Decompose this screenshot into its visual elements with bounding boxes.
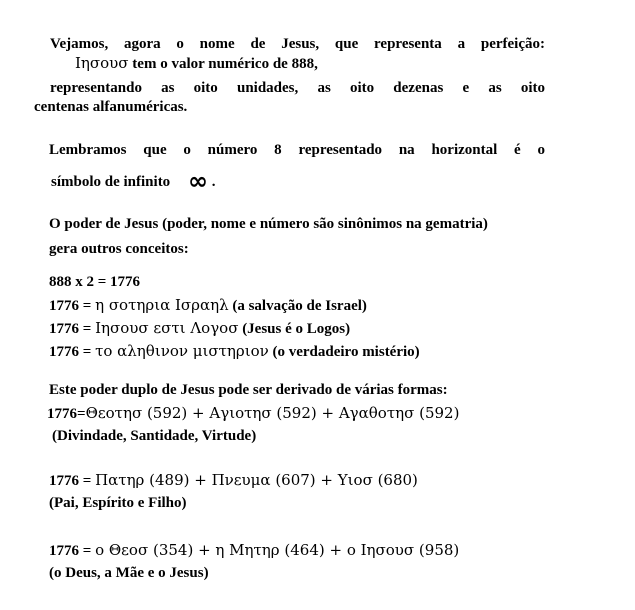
equation-4-pre: 1776 = [49, 344, 92, 360]
intro-line-1: Vejamos, agora o nome de Jesus, que representa a perfeição: [50, 36, 545, 52]
double-heading: Este poder duplo de Jesus pode ser derivado de várias formas: [49, 382, 448, 398]
intro-line-4: centenas alfanuméricas. [34, 99, 188, 115]
greek-iesous: Ιησουσ [75, 54, 129, 72]
infinity-text: símbolo de infinito [51, 174, 171, 190]
power-line-2: gera outros conceitos: [49, 241, 189, 257]
double-note: (Divindade, Santidade, Virtude) [52, 428, 257, 444]
infinity-icon: ∞ [187, 167, 208, 195]
infinity-line-1: Lembramos que o número 8 representado na horizontal é o [49, 142, 545, 158]
equation-4 [49, 342, 420, 361]
double-equation-greek: Θεοτησ (592) + Αγιοτησ (592) + Αγαθοτησ (592) [85, 404, 460, 422]
infinity-period: . [211, 174, 216, 190]
intro-line-2 [75, 54, 318, 73]
trinity-equation-pre: 1776 = [49, 473, 92, 489]
equation-2-post: (a salvação de Israel) [232, 298, 367, 314]
infinity-line-2 [51, 167, 216, 195]
family-equation-pre: 1776 = [49, 543, 92, 559]
equation-4-post: (o verdadeiro mistério) [272, 344, 420, 360]
trinity-equation [49, 471, 418, 490]
equation-3-pre: 1776 = [49, 321, 92, 337]
equation-3 [49, 319, 350, 338]
equation-2-greek: η σοτηρια Ισραηλ [95, 296, 229, 314]
intro-line-2-rest: tem o valor numérico de 888, [132, 56, 318, 72]
intro-line-3: representando as oito unidades, as oito dezenas e as oito [50, 80, 545, 96]
double-equation [47, 404, 459, 423]
double-equation-pre: 1776= [47, 406, 86, 422]
equation-3-greek: Ιησουσ εστι Λογοσ [95, 319, 239, 337]
power-line-1: O poder de Jesus (poder, nome e número são sinônimos na gematria) [49, 216, 488, 232]
equation-1: 888 x 2 = 1776 [49, 274, 141, 290]
trinity-note: (Pai, Espírito e Filho) [49, 495, 187, 511]
family-equation [49, 541, 459, 560]
equation-2 [49, 296, 367, 315]
equation-2-pre: 1776 = [49, 298, 92, 314]
equation-3-post: (Jesus é o Logos) [242, 321, 351, 337]
equation-4-greek: το αληθινον μιστηριον [95, 342, 269, 360]
family-note: (o Deus, a Mãe e o Jesus) [49, 565, 209, 581]
family-equation-greek: ο Θεοσ (354) + η Μητηρ (464) + ο Ιησουσ (958) [95, 541, 460, 559]
trinity-equation-greek: Πατηρ (489) + Πνευμα (607) + Υιοσ (680) [95, 471, 418, 489]
